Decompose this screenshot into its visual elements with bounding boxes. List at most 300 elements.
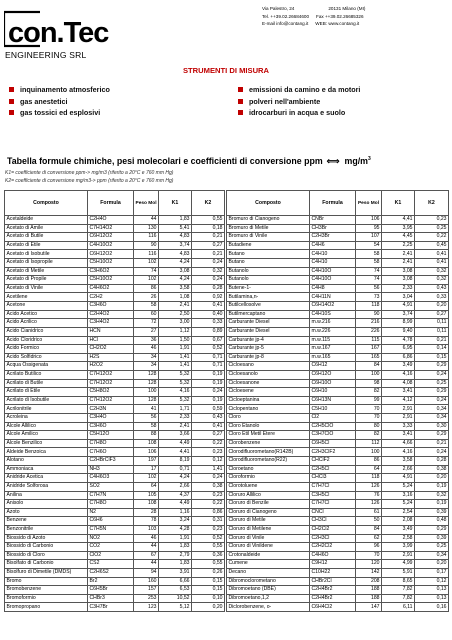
cell-formula: C7H14O2: [88, 224, 134, 233]
cell-composto: Cloruro di Cianogeno: [227, 508, 310, 517]
cell-composto: Benzonitrile: [5, 525, 88, 534]
cell-composto: Acrilato Butilico: [5, 370, 88, 379]
table-row: [227, 336, 449, 345]
table-row: [5, 293, 225, 302]
logo-lettering: con.Tec: [8, 17, 109, 49]
cell-formula: C2H4Br2: [310, 586, 356, 595]
cell-k1: 1,50: [159, 336, 192, 345]
red-square-icon: [9, 99, 14, 104]
cell-k2: 0,55: [192, 216, 225, 225]
col-header-composto: Composto: [5, 191, 88, 216]
cell-formula: C7H12O2: [88, 370, 134, 379]
cell-composto: Acido Cloridrico: [5, 336, 88, 345]
cell-k1: 8,19: [159, 457, 192, 466]
cell-k2: 0,26: [192, 568, 225, 577]
cell-peso-mol: 126: [356, 482, 382, 491]
cell-k2: 0,28: [415, 457, 449, 466]
col-header-composto: Composto: [227, 191, 310, 216]
cell-composto: Cicloesanolo: [227, 370, 310, 379]
cell-k1: 7,82: [382, 586, 415, 595]
table-row: [5, 422, 225, 431]
cell-formula: C5H10: [310, 405, 356, 414]
cell-peso-mol: 100: [134, 388, 159, 397]
cell-k1: 5,32: [159, 370, 192, 379]
table-row: [5, 517, 225, 526]
cell-peso-mol: 56: [134, 414, 159, 423]
cell-k1: 4,16: [382, 370, 415, 379]
cell-k2: 0,20: [415, 560, 449, 569]
cell-k1: 4,66: [382, 439, 415, 448]
cell-formula: C2HBrClF3: [88, 457, 134, 466]
bullet-list-left: [9, 84, 110, 119]
cell-peso-mol: 60: [134, 310, 159, 319]
table-row: [227, 259, 449, 268]
cell-composto: Acido Acrilico: [5, 319, 88, 328]
table-row: [5, 431, 225, 440]
cell-formula: C6H12O2: [88, 233, 134, 242]
cell-k1: 4,49: [159, 500, 192, 509]
cell-composto: Clorotoluene: [227, 482, 310, 491]
cell-k2: 0,33: [415, 293, 449, 302]
cell-peso-mol: 73: [356, 293, 382, 302]
cell-k2: 0,32: [415, 276, 449, 285]
cell-peso-mol: 108: [134, 439, 159, 448]
cell-k1: 1,83: [159, 216, 192, 225]
cell-peso-mol: 58: [356, 250, 382, 259]
cell-k2: 0,27: [192, 241, 225, 250]
cell-composto: Acetato di Isopropile: [5, 259, 88, 268]
cell-k2: 0,38: [192, 482, 225, 491]
table-row: [227, 568, 449, 577]
cell-composto: Bromuro di Cianogeno: [227, 216, 310, 225]
cell-k2: 0,25: [415, 379, 449, 388]
cell-composto: Anidride Solforosa: [5, 482, 88, 491]
cell-k2: 1,41: [192, 465, 225, 474]
red-square-icon: [9, 110, 14, 115]
cell-formula: CHCl3: [310, 474, 356, 483]
cell-formula: C2H5Cl: [310, 465, 356, 474]
cell-composto: Acrilato di Isobutile: [5, 396, 88, 405]
cell-peso-mol: 116: [134, 250, 159, 259]
cell-k1: 3,08: [159, 267, 192, 276]
cell-formula: HCN: [88, 327, 134, 336]
table-row: [227, 525, 449, 534]
table-row: [5, 465, 225, 474]
table-row: [5, 379, 225, 388]
cell-formula: C5H12O: [88, 431, 134, 440]
cell-formula: C2H6S2: [88, 568, 134, 577]
cell-peso-mol: 78: [134, 517, 159, 526]
cell-formula: C7H8O: [88, 439, 134, 448]
cell-formula: C2H5ClO: [310, 422, 356, 431]
cell-k1: 4,41: [382, 216, 415, 225]
cell-composto: Ammoniaca: [5, 465, 88, 474]
cell-composto: Bromopropano: [5, 603, 88, 612]
cell-k1: 3,16: [382, 491, 415, 500]
cell-k1: 4,16: [382, 448, 415, 457]
cell-k1: 3,24: [159, 517, 192, 526]
cell-peso-mol: 142: [356, 568, 382, 577]
cell-formula: CHBr2Cl: [310, 577, 356, 586]
cell-peso-mol: 197: [134, 457, 159, 466]
cell-k1: 2,58: [382, 534, 415, 543]
cell-k1: 1,83: [159, 543, 192, 552]
cell-composto: Acetato di Isobutile: [5, 250, 88, 259]
cell-peso-mol: 99: [356, 396, 382, 405]
cell-composto: Bisolfato di Carbonio: [5, 560, 88, 569]
cell-formula: C4H10: [310, 259, 356, 268]
col-header-k1: K1: [382, 191, 415, 216]
table-left: [4, 190, 225, 612]
cell-k2: 0,15: [415, 353, 449, 362]
cell-peso-mol: 76: [356, 491, 382, 500]
table-row: [227, 551, 449, 560]
table-row: [5, 491, 225, 500]
cell-peso-mol: 36: [134, 336, 159, 345]
cell-peso-mol: 80: [356, 422, 382, 431]
cell-k1: 4,49: [159, 439, 192, 448]
cell-peso-mol: 50: [356, 517, 382, 526]
cell-formula: CO2: [88, 543, 134, 552]
cell-formula: C7H7Cl: [310, 482, 356, 491]
cell-k1: 3,58: [159, 284, 192, 293]
cell-k2: 0,15: [192, 577, 225, 586]
cell-composto: Aldeide Benzoica: [5, 448, 88, 457]
table-row: [5, 474, 225, 483]
cell-composto: Butadiene: [227, 241, 310, 250]
table-row: [227, 457, 449, 466]
cell-k2: 0,19: [415, 482, 449, 491]
cell-peso-mol: 34: [134, 353, 159, 362]
cell-peso-mol: 82: [356, 388, 382, 397]
cell-composto: Cloruro di Metile: [227, 517, 310, 526]
cell-k1: 2,79: [159, 551, 192, 560]
cell-k1: 3,66: [159, 431, 192, 440]
red-square-icon: [238, 87, 243, 92]
website[interactable]: WEB: www.contang.it: [315, 21, 360, 27]
bullet-item: gas tossici ed esplosivi: [9, 107, 110, 119]
table-row: [227, 293, 449, 302]
cell-peso-mol: 56: [356, 284, 382, 293]
table-row: [5, 525, 225, 534]
double-arrow-icon: ⟺: [326, 156, 340, 166]
cell-k1: 4,08: [382, 379, 415, 388]
cell-k2: 0,24: [192, 276, 225, 285]
cell-peso-mol: 106: [134, 448, 159, 457]
cell-composto: Acetilene: [5, 293, 88, 302]
cell-peso-mol: 70: [356, 551, 382, 560]
cell-peso-mol: 116: [134, 233, 159, 242]
cell-formula: Cl2: [310, 414, 356, 423]
cell-formula: C7H6O: [88, 448, 134, 457]
cell-formula: C2H4O2: [88, 310, 134, 319]
cell-formula: C2H4Br2: [310, 594, 356, 603]
cell-peso-mol: 58: [134, 422, 159, 431]
cell-formula: H2S: [88, 353, 134, 362]
cell-k2: 0,29: [415, 362, 449, 371]
cell-formula: C6H12O: [310, 370, 356, 379]
cell-k1: 3,41: [382, 388, 415, 397]
cell-formula: C5H10O2: [88, 276, 134, 285]
cell-peso-mol: 157: [134, 586, 159, 595]
cell-composto: Acetato di Etile: [5, 241, 88, 250]
cell-formula: C6H6: [88, 517, 134, 526]
cell-k1: 3,91: [159, 568, 192, 577]
cell-k2: 0,21: [192, 250, 225, 259]
cell-k1: 1,41: [159, 362, 192, 371]
table-row: [227, 603, 449, 612]
cell-k1: 5,24: [382, 482, 415, 491]
cell-composto: Acido Cianidrico: [5, 327, 88, 336]
cell-k2: 0,10: [192, 594, 225, 603]
cell-k1: 3,49: [382, 525, 415, 534]
col-header-k2: K2: [415, 191, 449, 216]
cell-k1: 7,82: [382, 594, 415, 603]
cell-k2: 0,24: [415, 370, 449, 379]
cell-peso-mol: 105: [134, 491, 159, 500]
cell-k2: 0,41: [415, 250, 449, 259]
cell-formula: C3H7Br: [88, 603, 134, 612]
cell-k2: 0,34: [415, 414, 449, 423]
cell-k1: 4,24: [159, 474, 192, 483]
cell-k2: 0,32: [415, 267, 449, 276]
company-info: [262, 5, 365, 28]
cell-k1: 4,45: [382, 233, 415, 242]
cell-k2: 0,92: [192, 293, 225, 302]
cell-composto: Dibromoclorometano: [227, 577, 310, 586]
cell-k2: 0,13: [415, 594, 449, 603]
cell-peso-mol: 44: [134, 560, 159, 569]
cell-formula: C7H12O2: [88, 396, 134, 405]
cell-composto: Clorodifluorometano(R142B): [227, 448, 310, 457]
phone: Tel. ++39.02.26684600: [262, 13, 310, 19]
bullet-item: idrocarburi in acqua e suolo: [238, 107, 360, 119]
cell-formula: C3H5Cl: [310, 491, 356, 500]
cell-k1: 6,53: [159, 586, 192, 595]
cell-k1: 4,41: [159, 448, 192, 457]
cell-k2: 0,45: [415, 241, 449, 250]
cell-composto: Clorodifluorometano(R22): [227, 457, 310, 466]
table-row: [5, 353, 225, 362]
cell-formula: C9H12: [310, 560, 356, 569]
cell-peso-mol: 17: [134, 465, 159, 474]
cell-formula: CHBr3: [88, 594, 134, 603]
cell-composto: Anisolo: [5, 500, 88, 509]
cell-composto: Acido Formico: [5, 345, 88, 354]
cell-k1: 2,91: [382, 414, 415, 423]
table-row: [5, 302, 225, 311]
cell-k2: 0,67: [192, 336, 225, 345]
cell-composto: Cicloeptanina: [227, 396, 310, 405]
cell-formula: NO2: [88, 534, 134, 543]
cell-formula: C10H22: [310, 568, 356, 577]
cell-composto: Anidride Acetica: [5, 474, 88, 483]
bullet-item: polveri nell'ambiente: [238, 96, 360, 108]
table-row: [227, 319, 449, 328]
cell-k1: 4,83: [159, 233, 192, 242]
cell-k2: 0,20: [415, 474, 449, 483]
cell-k2: 0,23: [192, 525, 225, 534]
table-row: [227, 560, 449, 569]
cell-composto: Biossido di Cloro: [5, 551, 88, 560]
cell-formula: C4H6O2: [88, 284, 134, 293]
cell-peso-mol: 188: [356, 586, 382, 595]
cell-peso-mol: 123: [134, 603, 159, 612]
cell-k2: 0,24: [192, 259, 225, 268]
cell-k1: 4,24: [159, 276, 192, 285]
cell-formula: NH3: [88, 465, 134, 474]
table-row: [5, 457, 225, 466]
cell-formula: m.w.216: [310, 319, 356, 328]
cell-k1: 5,24: [382, 500, 415, 509]
cell-peso-mol: 84: [356, 362, 382, 371]
cell-peso-mol: 74: [134, 267, 159, 276]
cell-k2: 0,23: [415, 216, 449, 225]
cell-composto: Carburante Diesel: [227, 319, 310, 328]
cell-k1: 2,41: [159, 422, 192, 431]
table-row: [5, 405, 225, 414]
cell-peso-mol: 88: [134, 431, 159, 440]
table-row: [5, 370, 225, 379]
cell-k1: 5,12: [159, 603, 192, 612]
cell-composto: Bromoformio: [5, 594, 88, 603]
cell-k1: 2,54: [382, 508, 415, 517]
cell-formula: C6H5Cl: [310, 439, 356, 448]
table-row: [5, 259, 225, 268]
bullet-item: inquinamento atmosferico: [9, 84, 110, 96]
cell-k1: 1,83: [159, 560, 192, 569]
cell-formula: C6H13N: [310, 396, 356, 405]
cell-composto: Alotano: [5, 457, 88, 466]
col-header-formula: Formula: [88, 191, 134, 216]
table-row: [227, 276, 449, 285]
cell-peso-mol: 94: [134, 568, 159, 577]
cell-peso-mol: 108: [134, 500, 159, 509]
cell-peso-mol: 28: [134, 508, 159, 517]
cell-composto: Cicloesano: [227, 362, 310, 371]
cell-k2: 0,23: [192, 448, 225, 457]
page-title: STRUMENTI DI MISURA: [182, 66, 270, 75]
cell-k2: 0,27: [192, 431, 225, 440]
cell-formula: CH3Cl: [310, 517, 356, 526]
cell-k2: 0,23: [192, 491, 225, 500]
cell-composto: Acetaldeide: [5, 216, 88, 225]
cell-k2: 0,16: [415, 603, 449, 612]
cell-k2: 0,25: [415, 224, 449, 233]
cell-k1: 0,71: [159, 465, 192, 474]
bullet-item: emissioni da camino e da motori: [238, 84, 360, 96]
note-k2: K2= coefficiente di conversione mg/m3-> ppm (riferito a 20°C e 760 mm Hg): [5, 178, 174, 184]
table-row: [5, 414, 225, 423]
cell-formula: C4H10: [310, 250, 356, 259]
cell-k1: 4,91: [382, 474, 415, 483]
cell-k1: 2,41: [382, 250, 415, 259]
cell-k2: 0,34: [415, 405, 449, 414]
table-row: [227, 267, 449, 276]
cell-peso-mol: 147: [356, 603, 382, 612]
cell-k1: 5,41: [159, 224, 192, 233]
cell-k1: 2,91: [382, 405, 415, 414]
cell-peso-mol: 44: [134, 543, 159, 552]
cell-k2: 0,17: [415, 568, 449, 577]
table-row: [227, 370, 449, 379]
cell-k2: 0,86: [192, 508, 225, 517]
cell-composto: Bromuro di Metile: [227, 224, 310, 233]
table-row: [5, 362, 225, 371]
cell-k1: 4,83: [159, 250, 192, 259]
cell-k1: 8,99: [382, 319, 415, 328]
cell-formula: C7H7Cl: [310, 500, 356, 509]
cell-composto: Biossido di Azoto: [5, 534, 88, 543]
col-header-k2: K2: [192, 191, 225, 216]
cell-k2: 0,18: [192, 224, 225, 233]
cell-k2: 0,32: [415, 491, 449, 500]
email[interactable]: E-mail info@contang.it: [262, 21, 309, 27]
cell-peso-mol: 86: [134, 284, 159, 293]
table-row: [227, 482, 449, 491]
cell-composto: Butilamina,n-: [227, 293, 310, 302]
cell-peso-mol: 106: [356, 216, 382, 225]
cell-k1: 5,32: [159, 379, 192, 388]
cell-formula: C3H6O: [88, 422, 134, 431]
cell-peso-mol: 126: [356, 500, 382, 509]
table-row: [227, 422, 449, 431]
cell-composto: Dibromoetano (DBE): [227, 586, 310, 595]
cell-peso-mol: 96: [356, 543, 382, 552]
cell-composto: Acroleina: [5, 414, 88, 423]
cell-peso-mol: 208: [356, 577, 382, 586]
table-row: [5, 594, 225, 603]
cell-composto: Acetato di Vinile: [5, 284, 88, 293]
cell-k1: 3,99: [382, 543, 415, 552]
cell-peso-mol: 102: [134, 474, 159, 483]
cell-k1: 2,33: [159, 414, 192, 423]
cell-k2: 0,71: [192, 362, 225, 371]
cell-peso-mol: 100: [356, 370, 382, 379]
table-row: [227, 353, 449, 362]
cell-composto: Cloro Etil Metil Etere: [227, 431, 310, 440]
cell-peso-mol: 46: [134, 534, 159, 543]
cell-composto: Acrilato di Etile: [5, 388, 88, 397]
cell-composto: Cumene: [227, 560, 310, 569]
table-row: [227, 388, 449, 397]
table-row: [5, 388, 225, 397]
cell-k1: 3,08: [382, 276, 415, 285]
bullet-item: gas anestetici: [9, 96, 110, 108]
cell-k2: 0,29: [415, 431, 449, 440]
cell-peso-mol: 46: [134, 345, 159, 354]
cell-k2: 0,30: [415, 422, 449, 431]
cell-k1: 6,66: [159, 577, 192, 586]
table-row: [227, 586, 449, 595]
cell-formula: CH3Br: [310, 224, 356, 233]
cell-formula: C2H2: [88, 293, 134, 302]
col-header-peso-mol: Peso Mol: [134, 191, 159, 216]
table-heading-text: Tabella formule chimiche, pesi molecolari e coefficienti di conversione ppm: [7, 156, 323, 166]
cell-composto: Cloruro Allilico: [227, 491, 310, 500]
cell-k2: 0,36: [192, 551, 225, 560]
cell-k2: 0,19: [415, 500, 449, 509]
cell-formula: C4H10O: [310, 276, 356, 285]
cell-composto: Cloruro di Metilene: [227, 525, 310, 534]
cell-k1: 4,28: [159, 525, 192, 534]
cell-peso-mol: 112: [356, 439, 382, 448]
cell-k2: 0,33: [192, 319, 225, 328]
cell-formula: H2O2: [88, 362, 134, 371]
red-square-icon: [9, 87, 14, 92]
cell-formula: CH2Cl2: [310, 525, 356, 534]
table-row: [227, 491, 449, 500]
